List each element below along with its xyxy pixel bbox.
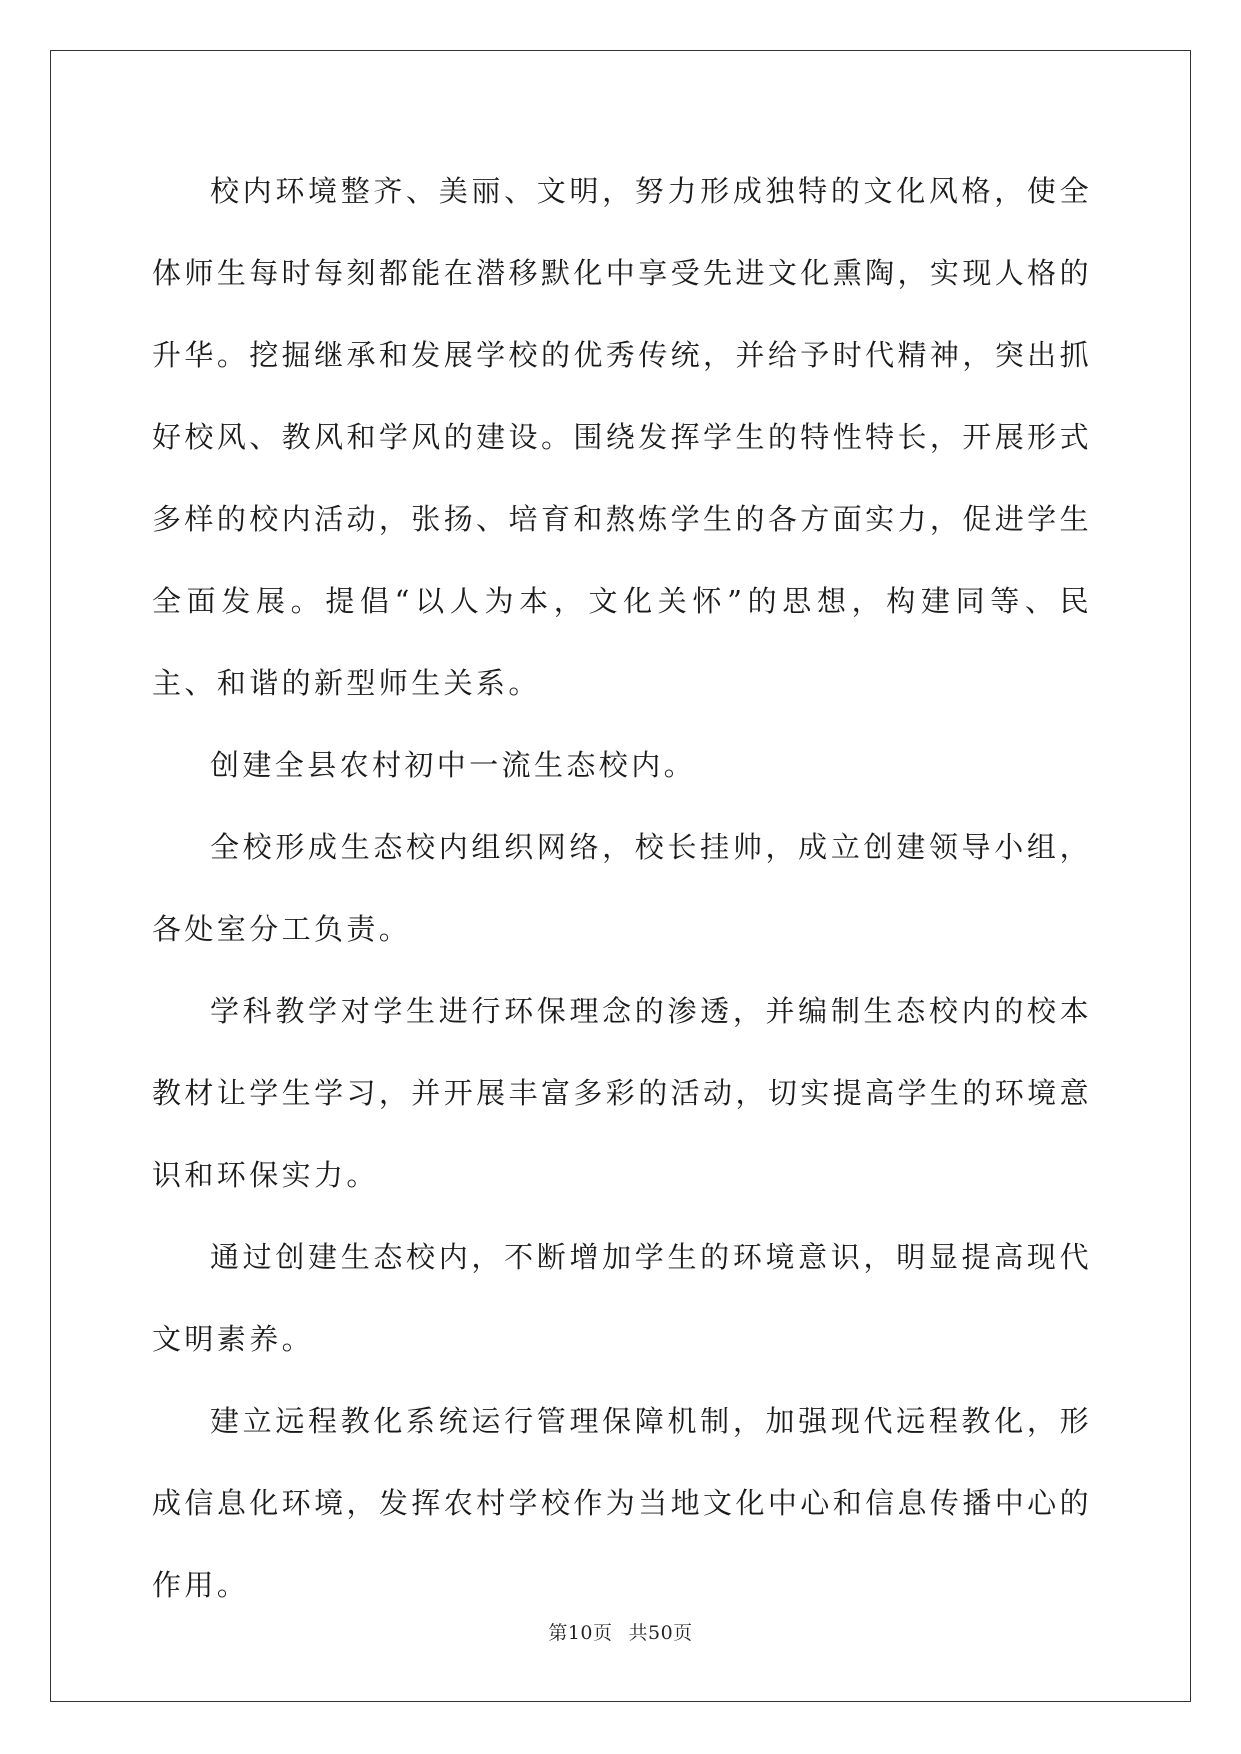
paragraph: 通过创建生态校内，不断增加学生的环境意识，明显提高现代文明素养。 xyxy=(152,1240,1092,1356)
paragraph: 学科教学对学生进行环保理念的渗透，并编制生态校内的校本教材让学生学习，并开展丰富多彩的活动，切实提高学生的环境意识和环保实力。 xyxy=(152,994,1092,1192)
page-number: 第10页 xyxy=(548,1622,613,1644)
document-body xyxy=(152,150,1092,1626)
page-total: 共50页 xyxy=(628,1622,693,1644)
paragraph: 校内环境整齐、美丽、文明，努力形成独特的文化风格，使全体师生每时每刻都能在潜移默化中享受先进文化熏陶，实现人格的升华。挖掘继承和发展学校的优秀传统，并给予时代精神，突出抓好校风、教风和学风的建设。围绕发挥学生的特性特长，开展形式多样的校内活动，张扬、培育和熬炼学生的各方面实力，促进学生全面发展。提倡“以人为本，文化关怀”的思想，构建同等、民主、和谐的新型师生关系。 xyxy=(152,174,1092,700)
paragraph: 全校形成生态校内组织网络，校长挂帅，成立创建领导小组，各处室分工负责。 xyxy=(152,830,1092,946)
paragraph: 建立远程教化系统运行管理保障机制，加强现代远程教化，形成信息化环境，发挥农村学校作为当地文化中心和信息传播中心的作用。 xyxy=(152,1404,1092,1602)
page-footer xyxy=(0,1618,1241,1645)
paragraph: 创建全县农村初中一流生态校内。 xyxy=(210,748,697,782)
